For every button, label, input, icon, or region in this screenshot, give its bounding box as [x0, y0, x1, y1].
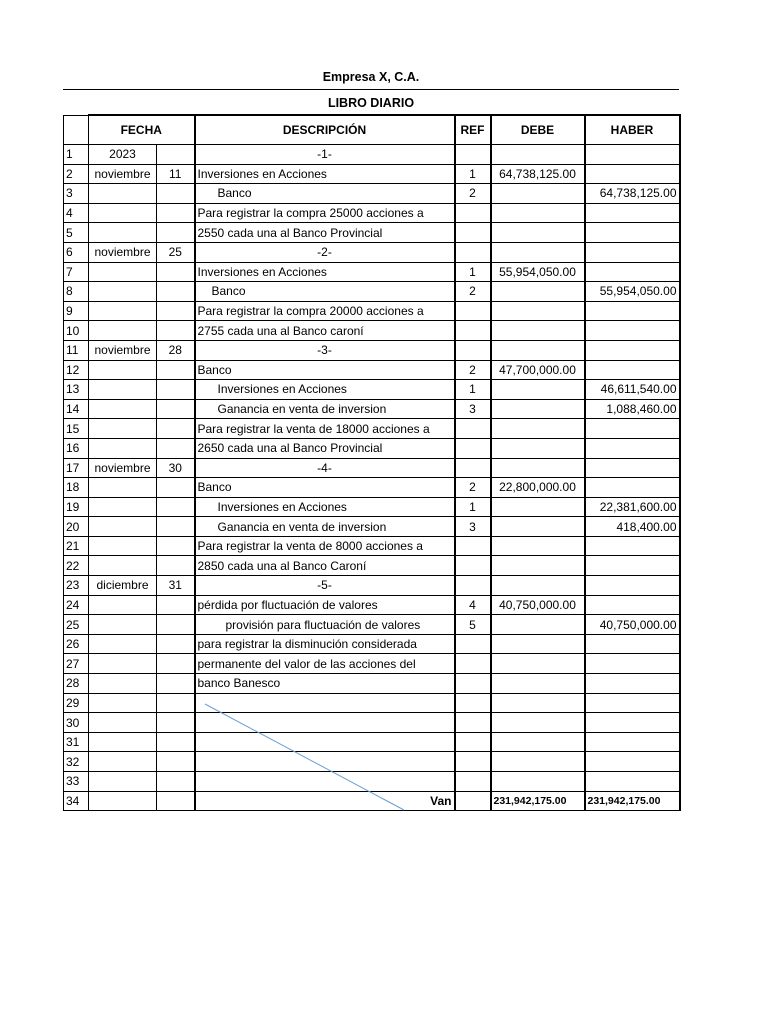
journal-row: [64, 360, 680, 380]
row-month: [89, 419, 157, 439]
company-name: Empresa X, C.A.: [322, 70, 420, 84]
row-haber: [585, 164, 680, 184]
row-haber: [585, 752, 680, 772]
row-description: Para registrar la compra 25000 acciones a: [195, 203, 455, 223]
row-month: [89, 399, 157, 419]
row-debe: 231,942,175.00: [491, 791, 585, 811]
row-debe: [491, 576, 585, 596]
row-debe: [491, 399, 585, 419]
row-debe: [491, 713, 585, 733]
row-haber: [585, 301, 680, 321]
row-debe: [491, 145, 585, 165]
row-ref: [455, 145, 491, 165]
row-number: 32: [64, 752, 89, 772]
row-day: [157, 772, 195, 792]
row-haber: [585, 674, 680, 694]
row-debe: [491, 693, 585, 713]
row-month: [89, 282, 157, 302]
row-description: -3-: [195, 340, 455, 360]
row-month: noviembre: [89, 164, 157, 184]
journal-row: [64, 380, 680, 400]
row-day: 25: [157, 242, 195, 262]
row-day: [157, 262, 195, 282]
row-ref: 3: [455, 517, 491, 537]
row-haber: [585, 576, 680, 596]
journal-row: [64, 282, 680, 302]
row-haber: 64,738,125.00: [585, 184, 680, 204]
row-haber: [585, 458, 680, 478]
row-day: [157, 223, 195, 243]
row-number: 12: [64, 360, 89, 380]
row-debe: [491, 556, 585, 576]
row-number: 16: [64, 438, 89, 458]
row-debe: 55,954,050.00: [491, 262, 585, 282]
journal-row: [64, 419, 680, 439]
row-day: [157, 556, 195, 576]
row-ref: [455, 458, 491, 478]
row-description: Para registrar la compra 20000 acciones a: [195, 301, 455, 321]
row-description: Ganancia en venta de inversion: [195, 517, 455, 537]
row-description: Inversiones en Acciones: [195, 380, 455, 400]
journal-table: [63, 114, 681, 811]
row-ref: [455, 536, 491, 556]
row-month: [89, 380, 157, 400]
journal-row: [64, 478, 680, 498]
row-number: 9: [64, 301, 89, 321]
row-month: noviembre: [89, 458, 157, 478]
journal-row: [64, 242, 680, 262]
row-haber: 55,954,050.00: [585, 282, 680, 302]
row-number: 18: [64, 478, 89, 498]
row-haber: 22,381,600.00: [585, 497, 680, 517]
row-number: 4: [64, 203, 89, 223]
row-month: [89, 360, 157, 380]
row-debe: 64,738,125.00: [491, 164, 585, 184]
journal-row: [64, 674, 680, 694]
row-number: 31: [64, 732, 89, 752]
journal-row: [64, 438, 680, 458]
row-ref: [455, 223, 491, 243]
journal-row: [64, 517, 680, 537]
row-description: Inversiones en Acciones: [195, 262, 455, 282]
row-ref: [455, 732, 491, 752]
row-ref: [455, 693, 491, 713]
row-number: 24: [64, 595, 89, 615]
row-ref: [455, 654, 491, 674]
row-debe: 47,700,000.00: [491, 360, 585, 380]
row-haber: 46,611,540.00: [585, 380, 680, 400]
row-month: [89, 536, 157, 556]
row-ref: 2: [455, 360, 491, 380]
row-month: [89, 203, 157, 223]
journal-row: [64, 497, 680, 517]
row-day: [157, 380, 195, 400]
row-debe: [491, 634, 585, 654]
row-debe: [491, 615, 585, 635]
row-number: 17: [64, 458, 89, 478]
row-debe: [491, 772, 585, 792]
row-ref: 5: [455, 615, 491, 635]
row-number: 6: [64, 242, 89, 262]
row-month: [89, 752, 157, 772]
row-description: banco Banesco: [195, 674, 455, 694]
row-ref: [455, 321, 491, 341]
row-debe: [491, 752, 585, 772]
journal-row: [64, 713, 680, 733]
row-number: 21: [64, 536, 89, 556]
row-day: [157, 654, 195, 674]
row-ref: [455, 576, 491, 596]
row-day: [157, 674, 195, 694]
journal-row: [64, 321, 680, 341]
header-fecha: FECHA: [89, 115, 195, 145]
row-number: 30: [64, 713, 89, 733]
row-debe: [491, 184, 585, 204]
row-haber: [585, 654, 680, 674]
row-number: 13: [64, 380, 89, 400]
row-month: [89, 223, 157, 243]
journal-row: [64, 340, 680, 360]
row-debe: [491, 674, 585, 694]
journal-row: [64, 693, 680, 713]
row-ref: 2: [455, 282, 491, 302]
row-haber: 1,088,460.00: [585, 399, 680, 419]
row-number: 22: [64, 556, 89, 576]
row-haber: [585, 536, 680, 556]
row-day: [157, 497, 195, 517]
row-ref: [455, 674, 491, 694]
row-debe: 40,750,000.00: [491, 595, 585, 615]
header-num: [64, 115, 89, 145]
row-number: 25: [64, 615, 89, 635]
row-debe: [491, 380, 585, 400]
row-month: [89, 262, 157, 282]
journal-row: [64, 399, 680, 419]
row-number: 20: [64, 517, 89, 537]
row-debe: [491, 732, 585, 752]
row-number: 26: [64, 634, 89, 654]
row-ref: [455, 242, 491, 262]
row-month: [89, 478, 157, 498]
row-month: [89, 321, 157, 341]
row-day: [157, 693, 195, 713]
row-number: 34: [64, 791, 89, 811]
row-month: [89, 595, 157, 615]
row-haber: [585, 595, 680, 615]
row-month: [89, 713, 157, 733]
row-description: -4-: [195, 458, 455, 478]
row-number: 3: [64, 184, 89, 204]
row-month: [89, 615, 157, 635]
row-haber: [585, 223, 680, 243]
row-description: [195, 693, 455, 713]
row-number: 19: [64, 497, 89, 517]
row-month: [89, 732, 157, 752]
row-ref: [455, 419, 491, 439]
row-month: noviembre: [89, 242, 157, 262]
row-description: provisión para fluctuación de valores: [195, 615, 455, 635]
row-day: [157, 360, 195, 380]
row-day: [157, 791, 195, 811]
row-day: 28: [157, 340, 195, 360]
row-description: [195, 713, 455, 733]
journal-row: [64, 556, 680, 576]
row-description: Banco: [195, 360, 455, 380]
row-debe: [491, 419, 585, 439]
row-ref: [455, 752, 491, 772]
row-month: [89, 438, 157, 458]
row-debe: [491, 282, 585, 302]
row-haber: [585, 713, 680, 733]
row-debe: [491, 497, 585, 517]
row-month: [89, 654, 157, 674]
row-day: 30: [157, 458, 195, 478]
row-description: -5-: [195, 576, 455, 596]
row-description: -1-: [195, 145, 455, 165]
row-description: Banco: [195, 184, 455, 204]
row-day: [157, 478, 195, 498]
row-day: [157, 399, 195, 419]
row-description: para registrar la disminución considerada: [195, 634, 455, 654]
row-description: Banco: [195, 282, 455, 302]
row-debe: [491, 321, 585, 341]
row-debe: 22,800,000.00: [491, 478, 585, 498]
row-day: [157, 184, 195, 204]
row-debe: [491, 223, 585, 243]
row-ref: 1: [455, 497, 491, 517]
row-haber: [585, 242, 680, 262]
row-debe: [491, 438, 585, 458]
row-day: [157, 595, 195, 615]
row-number: 33: [64, 772, 89, 792]
row-description: 2755 cada una al Banco caroní: [195, 321, 455, 341]
row-month: [89, 772, 157, 792]
row-haber: [585, 360, 680, 380]
journal-body: [64, 115, 680, 811]
row-day: [157, 301, 195, 321]
row-number: 27: [64, 654, 89, 674]
row-description: permanente del valor de las acciones del: [195, 654, 455, 674]
row-description: Para registrar la venta de 8000 acciones a: [195, 536, 455, 556]
row-haber: [585, 478, 680, 498]
row-ref: [455, 203, 491, 223]
row-haber: [585, 634, 680, 654]
row-haber: 40,750,000.00: [585, 615, 680, 635]
journal-row: [64, 164, 680, 184]
row-debe: [491, 458, 585, 478]
row-number: 23: [64, 576, 89, 596]
row-day: [157, 713, 195, 733]
row-ref: [455, 438, 491, 458]
journal-row: [64, 634, 680, 654]
row-ref: 2: [455, 184, 491, 204]
row-month: [89, 301, 157, 321]
row-description: Banco: [195, 478, 455, 498]
row-day: [157, 321, 195, 341]
row-month: [89, 791, 157, 811]
row-month: diciembre: [89, 576, 157, 596]
row-ref: [455, 340, 491, 360]
header-ref: REF: [455, 115, 491, 145]
journal-row: [64, 772, 680, 792]
row-haber: [585, 419, 680, 439]
row-number: 5: [64, 223, 89, 243]
row-number: 1: [64, 145, 89, 165]
row-month: [89, 556, 157, 576]
row-ref: 1: [455, 262, 491, 282]
row-ref: [455, 634, 491, 654]
row-haber: [585, 145, 680, 165]
row-ref: [455, 772, 491, 792]
journal-row: [64, 184, 680, 204]
row-day: [157, 145, 195, 165]
row-haber: [585, 693, 680, 713]
row-description: 2850 cada una al Banco Caroní: [195, 556, 455, 576]
journal-row: [64, 752, 680, 772]
row-day: 31: [157, 576, 195, 596]
row-ref: 1: [455, 380, 491, 400]
row-month: [89, 497, 157, 517]
row-description: Inversiones en Acciones: [195, 497, 455, 517]
row-day: [157, 282, 195, 302]
header-debe: DEBE: [491, 115, 585, 145]
header-haber: HABER: [585, 115, 680, 145]
row-description: [195, 752, 455, 772]
row-number: 7: [64, 262, 89, 282]
journal-row: [64, 536, 680, 556]
row-number: 11: [64, 340, 89, 360]
row-day: [157, 536, 195, 556]
row-month: [89, 634, 157, 654]
row-ref: [455, 791, 491, 811]
row-debe: [491, 536, 585, 556]
row-day: [157, 634, 195, 654]
row-number: 29: [64, 693, 89, 713]
row-haber: [585, 262, 680, 282]
row-ref: 1: [455, 164, 491, 184]
row-debe: [491, 340, 585, 360]
row-debe: [491, 654, 585, 674]
row-day: [157, 419, 195, 439]
row-haber: [585, 732, 680, 752]
row-description: -2-: [195, 242, 455, 262]
journal-row: [64, 615, 680, 635]
row-haber: [585, 772, 680, 792]
row-haber: [585, 438, 680, 458]
row-description: [195, 772, 455, 792]
row-ref: 3: [455, 399, 491, 419]
title-divider: [63, 89, 679, 90]
row-day: [157, 732, 195, 752]
row-month: [89, 184, 157, 204]
row-day: [157, 438, 195, 458]
row-number: 10: [64, 321, 89, 341]
row-description: Ganancia en venta de inversion: [195, 399, 455, 419]
journal-row: [64, 145, 680, 165]
row-haber: [585, 203, 680, 223]
row-number: 15: [64, 419, 89, 439]
header-row: [64, 115, 680, 145]
row-number: 14: [64, 399, 89, 419]
row-number: 2: [64, 164, 89, 184]
row-month: [89, 674, 157, 694]
row-debe: [491, 517, 585, 537]
row-ref: [455, 713, 491, 733]
row-haber: [585, 321, 680, 341]
row-number: 28: [64, 674, 89, 694]
journal-row: [64, 654, 680, 674]
row-description: Inversiones en Acciones: [195, 164, 455, 184]
row-ref: [455, 556, 491, 576]
journal-row: [64, 791, 680, 811]
row-debe: [491, 301, 585, 321]
row-debe: [491, 242, 585, 262]
journal-row: [64, 223, 680, 243]
journal-row: [64, 203, 680, 223]
journal-row: [64, 576, 680, 596]
row-day: [157, 752, 195, 772]
row-haber: 231,942,175.00: [585, 791, 680, 811]
row-month: [89, 517, 157, 537]
row-debe: [491, 203, 585, 223]
row-haber: [585, 556, 680, 576]
journal-row: [64, 301, 680, 321]
row-description: Para registrar la venta de 18000 acciones a: [195, 419, 455, 439]
row-description: [195, 732, 455, 752]
journal-row: [64, 262, 680, 282]
journal-row: [64, 458, 680, 478]
row-month: 2023: [89, 145, 157, 165]
row-ref: 4: [455, 595, 491, 615]
row-description: 2650 cada una al Banco Provincial: [195, 438, 455, 458]
row-description: pérdida por fluctuación de valores: [195, 595, 455, 615]
row-number: 8: [64, 282, 89, 302]
row-description: 2550 cada una al Banco Provincial: [195, 223, 455, 243]
row-haber: [585, 340, 680, 360]
row-day: [157, 517, 195, 537]
row-description: Van: [195, 791, 455, 811]
row-haber: 418,400.00: [585, 517, 680, 537]
row-ref: [455, 301, 491, 321]
row-day: [157, 615, 195, 635]
row-ref: 2: [455, 478, 491, 498]
journal-row: [64, 732, 680, 752]
journal-row: [64, 595, 680, 615]
header-descripcion: DESCRIPCIÓN: [195, 115, 455, 145]
row-month: noviembre: [89, 340, 157, 360]
row-month: [89, 693, 157, 713]
book-title: LIBRO DIARIO: [327, 96, 415, 110]
row-day: 11: [157, 164, 195, 184]
row-day: [157, 203, 195, 223]
